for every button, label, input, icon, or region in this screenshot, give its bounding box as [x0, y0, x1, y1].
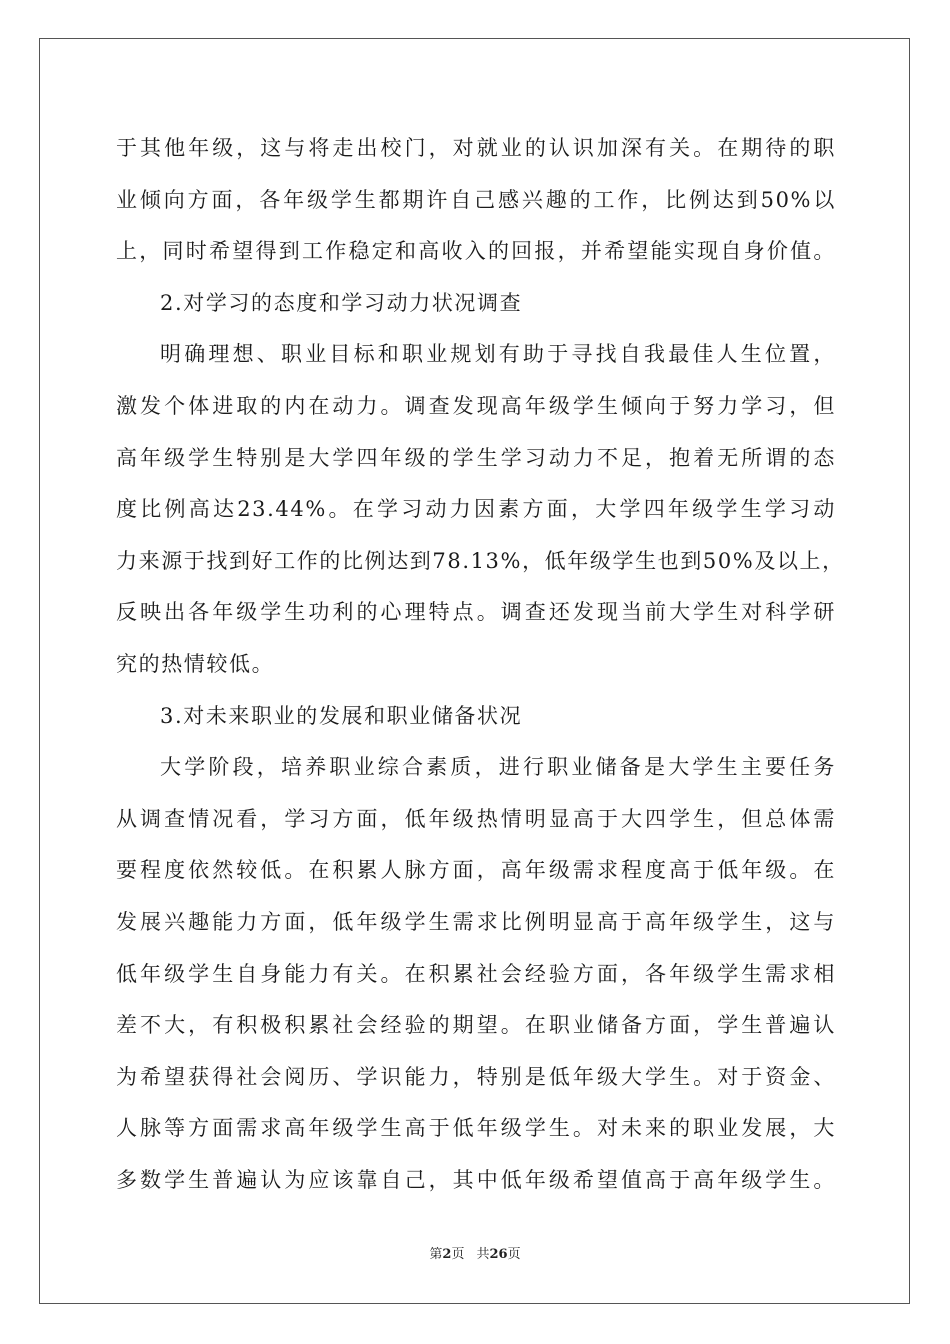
body-line: 激发个体进取的内在动力。调查发现高年级学生倾向于努力学习，但 — [116, 393, 836, 418]
body-line: 上，同时希望得到工作稳定和高收入的回报，并希望能实现自身价值。 — [116, 239, 836, 264]
total-prefix: 共 — [476, 1247, 490, 1262]
body-line: 明确理想、职业目标和职业规划有助于寻找自我最佳人生位置， — [160, 342, 836, 367]
page-prefix: 第 — [429, 1247, 443, 1262]
body-line: 度比例高达23.44%。在学习动力因素方面，大学四年级学生学习动 — [116, 497, 836, 522]
body-line: 发展兴趣能力方面，低年级学生需求比例明显高于高年级学生，这与 — [116, 909, 836, 934]
body-line: 大学阶段，培养职业综合素质，进行职业储备是大学生主要任务 — [160, 755, 836, 780]
total-pages: 26 — [489, 1247, 508, 1262]
body-line: 多数学生普遍认为应该靠自己，其中低年级希望值高于高年级学生。 — [116, 1167, 836, 1192]
section-heading: 2.对学习的态度和学习动力状况调查 — [160, 290, 523, 315]
body-line: 业倾向方面，各年级学生都期许自己感兴趣的工作，比例达到50%以 — [116, 187, 836, 212]
page-number: 2 — [442, 1247, 452, 1262]
body-line: 从调查情况看，学习方面，低年级热情明显高于大四学生，但总体需 — [116, 806, 836, 831]
page-suffix: 页 — [451, 1247, 465, 1262]
body-line: 于其他年级，这与将走出校门，对就业的认识加深有关。在期待的职 — [116, 136, 836, 160]
document-body — [116, 123, 845, 1206]
body-line: 要程度依然较低。在积累人脉方面，高年级需求程度高于低年级。在 — [116, 858, 836, 883]
body-line: 力来源于找到好工作的比例达到78.13%，低年级学生也到50%及以上， — [116, 548, 845, 573]
body-line: 人脉等方面需求高年级学生高于低年级学生。对未来的职业发展，大 — [116, 1116, 836, 1141]
total-suffix: 页 — [507, 1247, 521, 1262]
body-line: 差不大，有积极积累社会经验的期望。在职业储备方面，学生普遍认 — [116, 1013, 836, 1038]
body-line: 低年级学生自身能力有关。在积累社会经验方面，各年级学生需求相 — [116, 961, 836, 986]
body-line: 高年级学生特别是大学四年级的学生学习动力不足，抱着无所谓的态 — [116, 445, 836, 470]
body-line: 究的热情较低。 — [116, 651, 275, 676]
section-heading: 3.对未来职业的发展和职业储备状况 — [160, 703, 523, 728]
body-line: 为希望获得社会阅历、学识能力，特别是低年级大学生。对于资金、 — [116, 1064, 836, 1089]
page-footer — [0, 1243, 950, 1262]
body-line: 反映出各年级学生功利的心理特点。调查还发现当前大学生对科学研 — [116, 600, 836, 625]
